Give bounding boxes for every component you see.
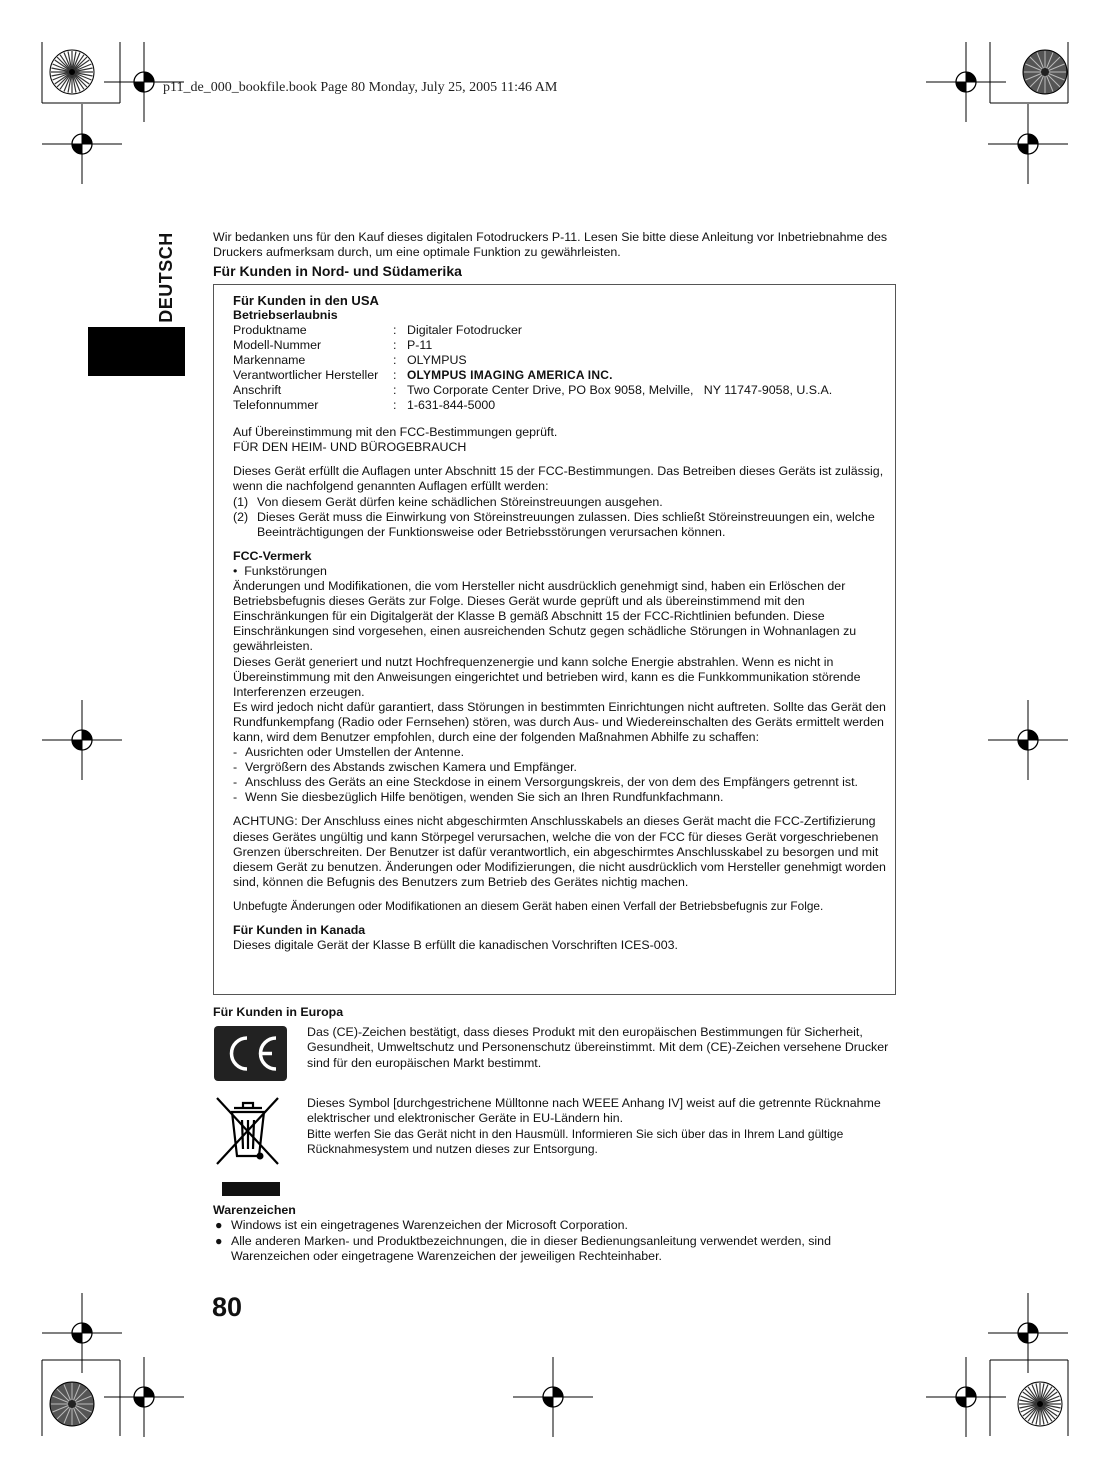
list-item	[233, 745, 889, 760]
spec-row	[233, 383, 832, 398]
list-text: Windows ist ein eingetragenes Warenzeichen der Microsoft Corporation.	[231, 1218, 628, 1233]
intro-section	[213, 230, 913, 279]
language-tab-label: DEUTSCH	[155, 231, 176, 323]
fcc-paragraph-2: Dieses Gerät generiert und nutzt Hochfrequenzenergie und kann solche Energie abstrahlen. Wenn es nicht in Übereinstimmung mit den Anweisungen eingerichtet und betrieben wird, kann es die Funkkommunikation störende Interferenzen erzeugen.	[233, 654, 861, 699]
list-item	[233, 790, 889, 805]
spec-row	[233, 398, 832, 413]
radio-bullet	[233, 564, 889, 579]
spec-value: Two Corporate Center Drive, PO Box 9058, Melville, NY 11747-9058, U.S.A.	[407, 383, 833, 398]
list-dash: -	[233, 760, 238, 775]
spec-separator: :	[393, 383, 397, 398]
language-tab	[130, 222, 202, 332]
spec-separator: :	[393, 353, 397, 368]
list-dash: -	[233, 790, 238, 805]
list-number: (1)	[233, 494, 249, 509]
spec-row	[233, 368, 832, 383]
weee-bin-icon	[214, 1094, 282, 1203]
conditions-list	[233, 495, 889, 540]
trademarks-heading: Warenzeichen	[213, 1203, 296, 1217]
canada-text: Dieses digitale Gerät der Klasse B erfüllt die kanadischen Vorschriften ICES-003.	[233, 938, 678, 953]
list-text: Ausrichten oder Umstellen der Antenne.	[245, 745, 465, 760]
list-item	[233, 760, 889, 775]
list-number: (2)	[233, 509, 249, 524]
fcc-notice-heading: FCC-Vermerk	[233, 548, 312, 563]
spec-separator: :	[393, 368, 397, 383]
spec-value: 1-631-844-5000	[407, 398, 496, 413]
list-text: Vergrößern des Abstands zwischen Kamera und Empfänger.	[245, 760, 577, 775]
list-text: Von diesem Gerät dürfen keine schädlichen Störeinstreuungen ausgehen.	[257, 494, 663, 509]
europe-heading: Für Kunden in Europa	[213, 1005, 344, 1019]
intro-text: Wir bedanken uns für den Kauf dieses digitalen Fotodruckers P-11. Lesen Sie bitte diese Anleitung vor Inbetriebnahme des Druckers aufmerksam durch, um eine optimale Funktion zu gewährleisten.	[213, 230, 888, 260]
bullet-mark: ●	[215, 1218, 223, 1233]
fcc-paragraph-1: Änderungen und Modifikationen, die vom Hersteller nicht ausdrücklich genehmigt sind, haben ein Erlöschen der Betriebsbefugnis dieses Geräts zur Folge. Dieses Gerät wurde geprüft und als übereinstimmend mit den Einschränkungen für ein Digitalgerät der Klasse B gemäß Abschnitt 15 der FCC-Richtlinien befunden. Diese Einschränkungen sind vorgesehen, einen ausreichenden Schutz gegen schädliche Störungen in Wohnanlagen zu gewährleisten.	[233, 579, 857, 654]
spec-value: Digitaler Fotodrucker	[407, 323, 523, 338]
spec-row	[233, 323, 832, 338]
spec-separator: :	[393, 323, 397, 338]
spec-label: Produktname	[233, 323, 307, 338]
list-dash: -	[233, 745, 238, 760]
americas-content	[233, 293, 889, 953]
trademarks-list	[213, 1218, 903, 1264]
list-text: Dieses Gerät muss die Einwirkung von Störeinstreuungen zulassen. Dies schließt Störeinstreuungen ein, welche Beeinträchtigungen der Funktionsweise oder Betriebsstörungen verursachen können.	[257, 509, 875, 539]
list-text: Wenn Sie diesbezüglich Hilfe benötigen, wenden Sie sich an Ihren Rundfunkfachmann.	[245, 790, 724, 805]
manufacturer-brand: OLYMPUS IMAGING AMERICA INC.	[407, 368, 613, 383]
americas-heading: Für Kunden in Nord- und Südamerika	[213, 262, 462, 279]
fcc-tested-text: Auf Übereinstimmung mit den FCC-Bestimmungen geprüft.	[233, 425, 558, 440]
unauthorized-text: Unbefugte Änderungen oder Modifikationen an diesem Gerät haben einen Verfall der Betriebsbefugnis zur Folge.	[233, 898, 824, 913]
spec-label: Verantwortlicher Hersteller	[233, 368, 379, 383]
usa-heading: Für Kunden in den USA	[233, 293, 379, 308]
home-use-text: FÜR DEN HEIM- UND BÜROGEBRAUCH	[233, 440, 467, 455]
print-file-header: p11_de_000_bookfile.book Page 80 Monday, July 25, 2005 11:46 AM	[163, 80, 558, 95]
list-text: Anschluss des Geräts an eine Steckdose in einem Versorgungskreis, der von dem des Empfängers getrennt ist.	[245, 775, 858, 790]
spec-row	[233, 353, 832, 368]
weee-text-2: Bitte werfen Sie das Gerät nicht in den Hausmüll. Informieren Sie sich über das in Ihrem Land gültige Rücknahmesystem und nutzen dieses zur Entsorgung.	[307, 1126, 844, 1156]
bullet-mark: •	[233, 563, 238, 578]
caution-text: ACHTUNG: Der Anschluss eines nicht abgeschirmten Anschlusskabels an dieses Gerät macht die FCC-Zertifizierung dieses Gerätes ungültig und kann Störpegel verursachen, welche die von der FCC für dieses Gerät vorgeschriebenen Grenzen überschreiten. Der Benutzer ist dafür verantwortlich, ein abgeschirmtes Anschlusskabel zu besorgen und mit diesem Gerät zu benutzen. Änderungen oder Modifizierungen, die nicht ausdrücklich vom Hersteller genehmigt worden sind, können die Befugnis des Benutzers zum Betrieb des Gerätes nichtig machen.	[233, 814, 886, 889]
spec-separator: :	[393, 338, 397, 353]
radio-bullet-text: Funkstörungen	[244, 563, 327, 578]
list-item	[233, 775, 889, 790]
weee-text	[307, 1096, 902, 1157]
list-text: Alle anderen Marken- und Produktbezeichnungen, die in dieser Bedienungsanleitung verwendet werden, sind Warenzeichen oder eingetragene Warenzeichen der jeweiligen Rechteinhaber.	[231, 1233, 831, 1263]
weee-text-1: Dieses Symbol [durchgestrichene Mülltonne nach WEEE Anhang IV] weist auf die getrennte Rücknahme elektrischer und elektronischer Geräte in EU-Ländern hin.	[307, 1096, 881, 1126]
spec-label: Anschrift	[233, 383, 282, 398]
bullet-mark: ●	[215, 1233, 223, 1248]
list-dash: -	[233, 775, 238, 790]
language-tab-marker	[88, 327, 185, 376]
list-item	[233, 495, 889, 510]
spec-label: Telefonnummer	[233, 398, 319, 413]
spec-row	[233, 338, 832, 353]
spec-label: Modell-Nummer	[233, 338, 322, 353]
europe-section	[213, 1005, 903, 1020]
canada-heading: Für Kunden in Kanada	[233, 923, 366, 937]
list-item	[233, 510, 889, 540]
list-item	[213, 1234, 903, 1265]
fcc-paragraph-3: Es wird jedoch nicht dafür garantiert, dass Störungen in bestimmten Einrichtungen nicht auftreten. Sollte das Gerät den Rundfunkempfang (Radio oder Fernsehen) stören, was durch Aus- und Wiedereinschalten des Geräts ermittelt werden kann, wird dem Benutzer empfohlen, durch eine der folgenden Maßnahmen Abhilfe zu schaffen:	[233, 699, 886, 744]
spec-table	[233, 323, 832, 413]
page-number: 80	[212, 1292, 243, 1322]
compliance-text: Dieses Gerät erfüllt die Auflagen unter Abschnitt 15 der FCC-Bestimmungen. Das Betreiben dieses Geräts ist zulässig, wenn die nachfolgend genannten Auflagen erfüllt werden:	[233, 464, 884, 494]
list-item	[213, 1218, 903, 1233]
ce-text: Das (CE)-Zeichen bestätigt, dass dieses Produkt mit den europäischen Bestimmungen für Sicherheit, Gesundheit, Umweltschutz und Personenschutz übereinstimmt. Mit dem (CE)-Zeichen versehene Drucker sind für den europäischen Markt bestimmt.	[307, 1025, 889, 1070]
spec-value: P-11	[407, 338, 433, 353]
spec-separator: :	[393, 398, 397, 413]
ce-mark-icon	[214, 1026, 287, 1081]
measures-list	[233, 745, 889, 805]
trademarks-section	[213, 1203, 903, 1264]
permit-heading: Betriebserlaubnis	[233, 308, 338, 323]
spec-label: Markenname	[233, 353, 306, 368]
spec-value: OLYMPUS	[407, 353, 467, 368]
americas-box	[213, 284, 896, 995]
